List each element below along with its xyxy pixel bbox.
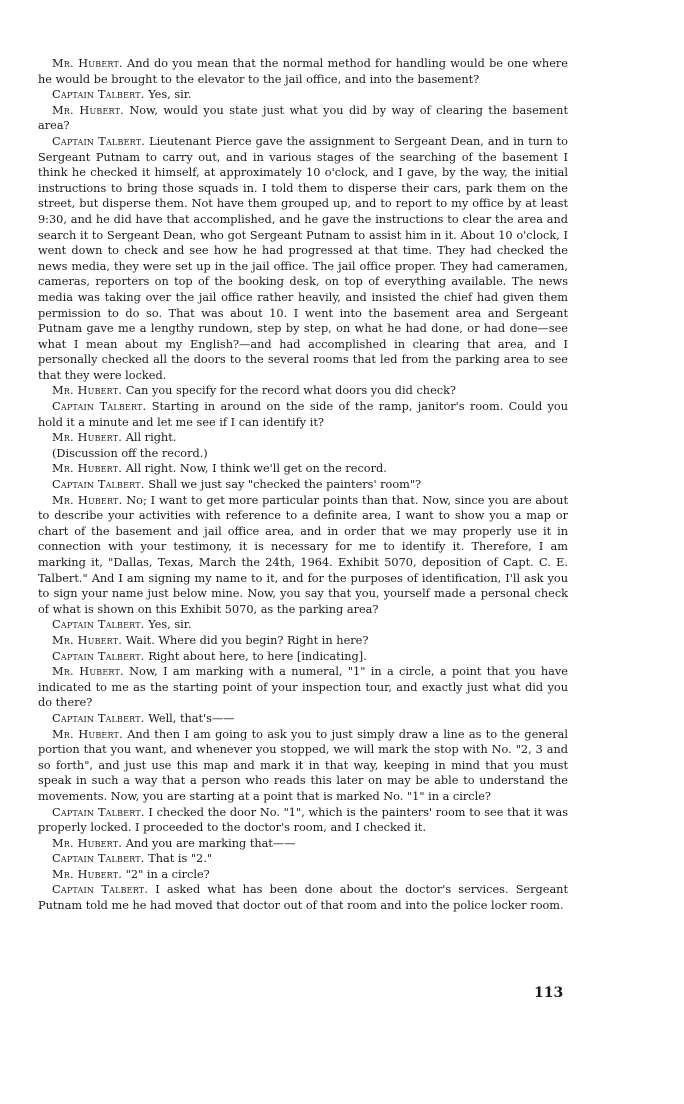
speaker-name: Mr. Hubert. — [52, 384, 123, 398]
paragraph-text: I asked what has been done about the doctor's services. Sergeant Putnam told me he had moved that doctor out of that room and into the police locker room. — [38, 883, 568, 913]
speaker-name: Mr. Hubert. — [52, 103, 124, 117]
paragraph — [38, 617, 568, 633]
paragraph — [38, 134, 568, 384]
paragraph — [38, 633, 568, 649]
paragraph-text: Yes, sir. — [148, 618, 192, 632]
paragraph-text: And do you mean that the normal method for handling would be one where he would be brought to the elevator to the jail office, and into the basement? — [38, 57, 568, 86]
speaker-name: Mr. Hubert. — [52, 462, 123, 476]
paragraph-text: "2" in a circle? — [125, 867, 210, 881]
paragraph — [38, 882, 568, 913]
paragraph-text: Wait. Where did you begin? Right in here? — [125, 633, 369, 647]
paragraph — [38, 711, 568, 727]
paragraph-text: All right. — [125, 431, 177, 445]
paragraph — [38, 87, 568, 103]
speaker-name: Mr. Hubert. — [52, 633, 123, 647]
paragraph-text: All right. Now, I think we'll get on the record. — [125, 462, 387, 476]
paragraph — [38, 383, 568, 399]
paragraph — [38, 727, 568, 805]
paragraph-text: I checked the door No. "1", which is the painters' room to see that it was properly locked. I proceeded to the doctor's room, and I checked it. — [38, 805, 568, 835]
paragraph — [38, 477, 568, 493]
paragraph-text: Lieutenant Pierce gave the assignment to Sergeant Dean, and in turn to Sergeant Putnam to carry out, and in various stages of the searching of the basement I think he checked it himself, at approximately 10 o'clock, and I gave, by the way, the initial instructions to bring those squads in. I told them to disperse their cars, park them on the street, but disperse them. Not have them grouped up, and to report to my office by at least 9:30, and he did have that accomplished, and he gave the instructions to clear the area and search it to Sergeant Dean, who got Sergeant Putnam to assist him in it. About 10 o'clock, I went down to check and see how he had progressed at that time. They had checked the news media, they were set up in the jail office. The jail office proper. They had cameramen, cameras, reporters on top of the booking desk, on top of everything available. The news media was taking over the jail office rather heavily, and insisted the chief had given them permission to do so. That was about 10. I went into the basement area and Sergeant Putnam gave me a lengthy rundown, step by step, on what he had done, or had done—see what I mean about my English?—and had accomplished in clearing that area, and I personally checked all the doors to the several rooms that led from the parking area to see that they were locked. — [38, 134, 568, 382]
speaker-name: Captain Talbert. — [52, 88, 145, 102]
paragraph — [38, 851, 568, 867]
paragraph-text: And you are marking that—— — [125, 836, 296, 850]
speaker-name: Mr. Hubert. — [52, 57, 123, 70]
paragraph — [38, 446, 568, 462]
speaker-name: Captain Talbert. — [52, 883, 149, 897]
paragraph — [38, 103, 568, 134]
paragraph — [38, 664, 568, 711]
speaker-name: Captain Talbert. — [52, 400, 147, 414]
speaker-name: Captain Talbert. — [52, 134, 146, 148]
paragraph-text: Shall we just say "checked the painters' room"? — [148, 478, 422, 492]
paragraph-text: Can you specify for the record what doors you did check? — [125, 384, 456, 398]
speaker-name: Captain Talbert. — [52, 805, 145, 819]
paragraph — [38, 805, 568, 836]
paragraph-text: (Discussion off the record.) — [52, 446, 208, 460]
paragraph — [38, 430, 568, 446]
paragraph-text: Now, I am marking with a numeral, "1" in a circle, a point that you have indicated to me as the starting point of your inspection tour, and exactly just what did you do there? — [38, 665, 568, 710]
paragraph — [38, 461, 568, 477]
speaker-name: Mr. Hubert. — [52, 493, 123, 507]
speaker-name: Mr. Hubert. — [52, 665, 124, 679]
speaker-name: Mr. Hubert. — [52, 867, 123, 881]
speaker-name: Mr. Hubert. — [52, 431, 123, 445]
paragraph-text: Starting in around on the side of the ramp, janitor's room. Could you hold it a minute and let me see if I can identify it? — [38, 400, 569, 429]
speaker-name: Captain Talbert. — [52, 852, 145, 866]
paragraph-text: Well, that's—— — [148, 711, 235, 725]
transcript-body — [38, 56, 568, 914]
paragraph-text: That is "2." — [148, 852, 213, 866]
paragraph — [38, 493, 568, 618]
paragraph — [38, 836, 568, 852]
speaker-name: Mr. Hubert. — [52, 836, 123, 850]
speaker-name: Captain Talbert. — [52, 618, 145, 632]
paragraph-text: Right about here, to here [indicating]. — [148, 649, 367, 663]
speaker-name: Captain Talbert. — [52, 711, 145, 725]
paragraph-text: No; I want to get more particular points than that. Now, since you are about to describe your activities with reference to a definite area, I want to show you a map or chart of the basement and jail office area, and in order that we may properly use it in connection with your testimony, it is necessary for me to identify it. Therefore, I am marking it, "Dallas, Texas, March the 24th, 1964. Exhibit 5070, deposition of Capt. C. E. Talbert." And I am signing my name to it, and for the purposes of identification, I'll ask you to sign your name just below mine. Now, you say that you, yourself made a personal check of what is shown on this Exhibit 5070, as the parking area? — [38, 493, 568, 616]
speaker-name: Captain Talbert. — [52, 649, 145, 663]
paragraph — [38, 56, 568, 87]
paragraph — [38, 399, 568, 430]
page-number: 113 — [534, 985, 564, 1001]
speaker-name: Mr. Hubert. — [52, 727, 123, 741]
paragraph — [38, 867, 568, 883]
paragraph-text: Now, would you state just what you did by way of clearing the basement area? — [38, 103, 568, 133]
speaker-name: Captain Talbert. — [52, 478, 145, 492]
paragraph-text: Yes, sir. — [148, 88, 192, 102]
paragraph — [38, 649, 568, 665]
paragraph-text: And then I am going to ask you to just simply draw a line as to the general portion that you want, and whenever you stopped, we will mark the stop with No. "2, 3 and so forth", and just use this map and mark it in that way, keeping in mind that you must speak in such a way that a person who reads this later on may be able to understand the movements. Now, you are starting at a point that is marked No. "1" in a circle? — [38, 727, 568, 803]
